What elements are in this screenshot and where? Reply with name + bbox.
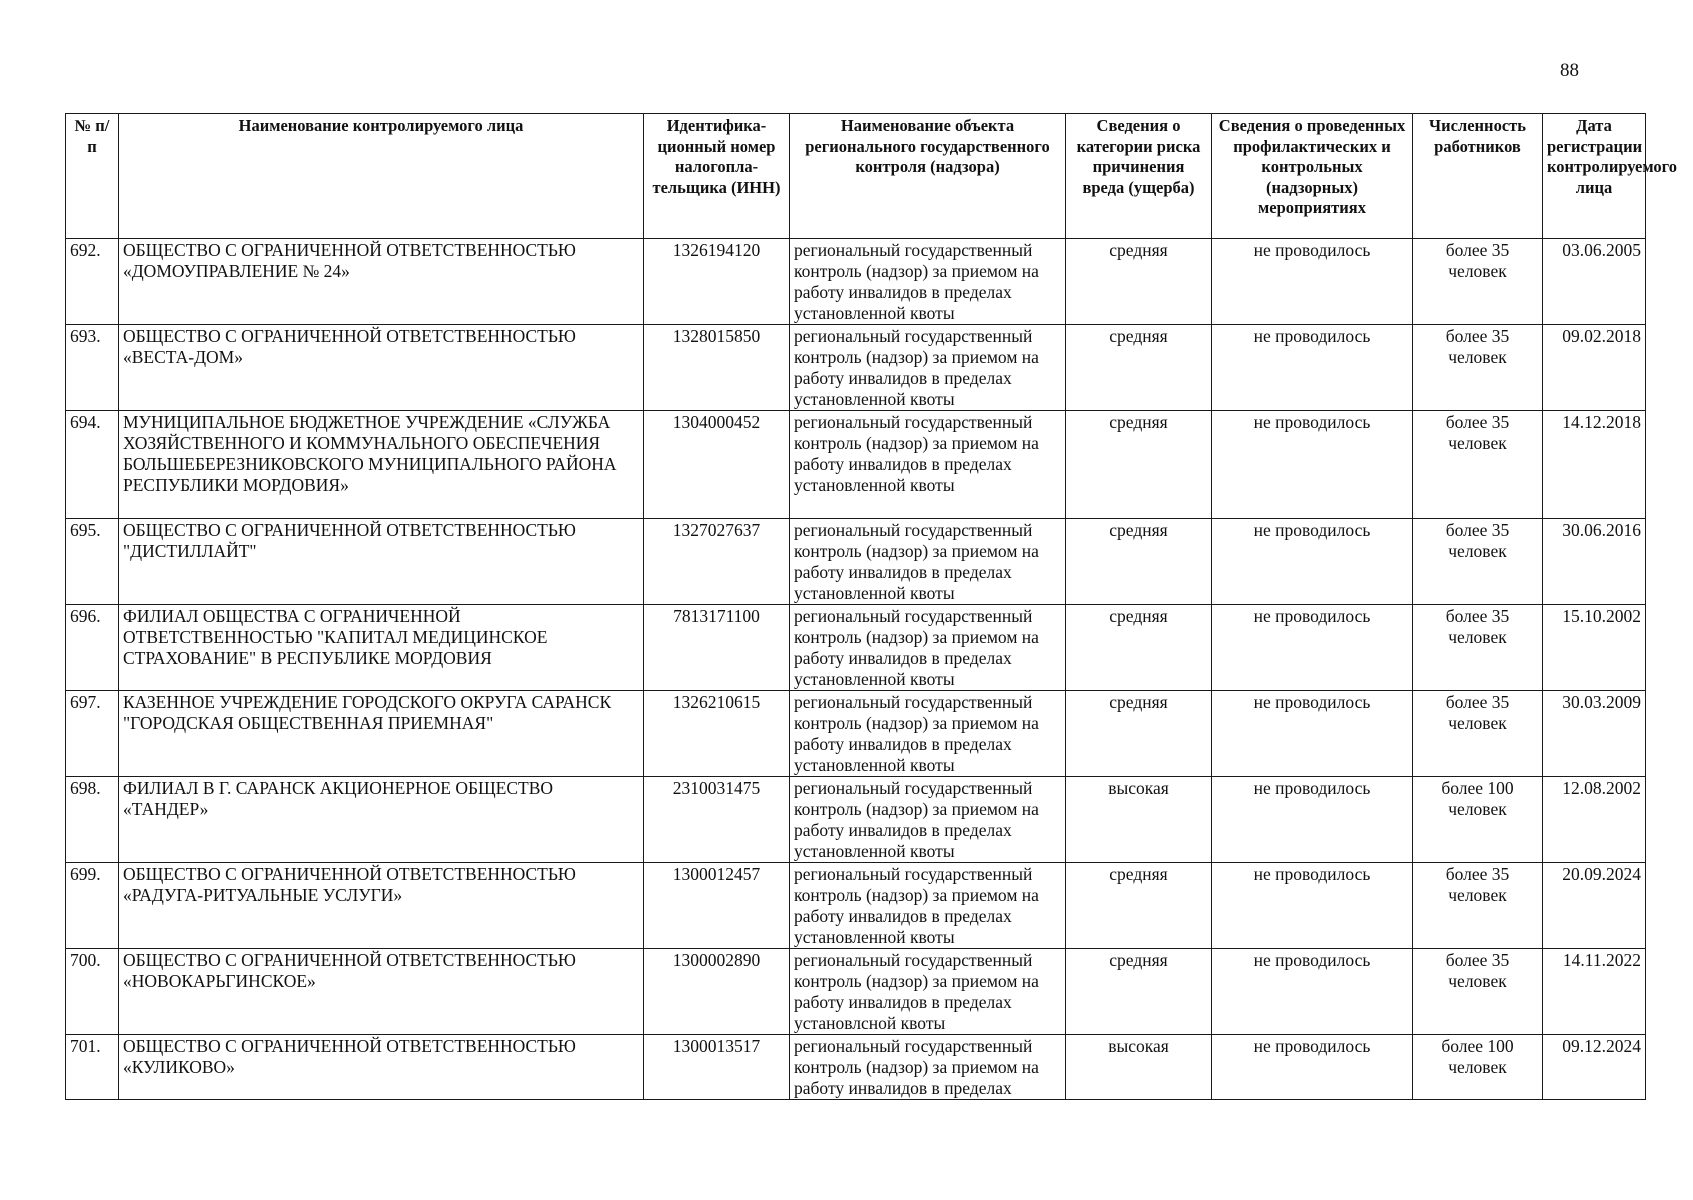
row-date: 14.12.2018 bbox=[1543, 411, 1646, 519]
row-risk: средняя bbox=[1066, 605, 1212, 691]
row-events: не проводилось bbox=[1212, 325, 1413, 411]
table-header-row bbox=[66, 114, 1646, 239]
row-events: не проводилось bbox=[1212, 239, 1413, 325]
table-row bbox=[66, 949, 1646, 1035]
row-object: региональный государственный контроль (надзор) за приемом на работу инвалидов в пределах установленной квоты bbox=[790, 605, 1066, 691]
row-risk: средняя bbox=[1066, 411, 1212, 519]
row-risk: средняя bbox=[1066, 691, 1212, 777]
table-row bbox=[66, 325, 1646, 411]
row-events: не проводилось bbox=[1212, 519, 1413, 605]
row-inn: 1304000452 bbox=[644, 411, 790, 519]
table-row bbox=[66, 411, 1646, 519]
row-inn: 7813171100 bbox=[644, 605, 790, 691]
table-row bbox=[66, 863, 1646, 949]
row-object: региональный государственный контроль (надзор) за приемом на работу инвалидов в пределах установленной квоты bbox=[790, 325, 1066, 411]
header-workers: Численность работников bbox=[1413, 114, 1543, 239]
row-workers: более 35 человек bbox=[1413, 325, 1543, 411]
row-inn: 1300012457 bbox=[644, 863, 790, 949]
row-workers: более 35 человек bbox=[1413, 519, 1543, 605]
row-date: 14.11.2022 bbox=[1543, 949, 1646, 1035]
row-workers: более 35 человек bbox=[1413, 239, 1543, 325]
row-events: не проводилось bbox=[1212, 605, 1413, 691]
header-object: Наименование объекта регионального государственного контроля (надзора) bbox=[790, 114, 1066, 239]
row-inn: 1327027637 bbox=[644, 519, 790, 605]
row-num: 693. bbox=[66, 325, 119, 411]
row-num: 698. bbox=[66, 777, 119, 863]
row-object: региональный государственный контроль (надзор) за приемом на работу инвалидов в пределах установленной квоты bbox=[790, 519, 1066, 605]
row-workers: более 35 человек bbox=[1413, 411, 1543, 519]
row-date: 03.06.2005 bbox=[1543, 239, 1646, 325]
row-name: ОБЩЕСТВО С ОГРАНИЧЕННОЙ ОТВЕТСТВЕННОСТЬЮ «НОВОКАРЬГИНСКОЕ» bbox=[119, 949, 644, 1035]
table-row bbox=[66, 1035, 1646, 1100]
row-name: ОБЩЕСТВО С ОГРАНИЧЕННОЙ ОТВЕТСТВЕННОСТЬЮ «ВЕСТА-ДОМ» bbox=[119, 325, 644, 411]
row-inn: 1300013517 bbox=[644, 1035, 790, 1100]
header-events: Сведения о проведенных профилактических и контрольных (надзорных) мероприятиях bbox=[1212, 114, 1413, 239]
row-name: ОБЩЕСТВО С ОГРАНИЧЕННОЙ ОТВЕТСТВЕННОСТЬЮ «РАДУГА-РИТУАЛЬНЫЕ УСЛУГИ» bbox=[119, 863, 644, 949]
row-name: ФИЛИАЛ В Г. САРАНСК АКЦИОНЕРНОЕ ОБЩЕСТВО «ТАНДЕР» bbox=[119, 777, 644, 863]
row-risk: высокая bbox=[1066, 777, 1212, 863]
row-num: 699. bbox=[66, 863, 119, 949]
row-workers: более 35 человек bbox=[1413, 949, 1543, 1035]
row-num: 692. bbox=[66, 239, 119, 325]
row-risk: средняя bbox=[1066, 239, 1212, 325]
row-date: 30.03.2009 bbox=[1543, 691, 1646, 777]
row-risk: высокая bbox=[1066, 1035, 1212, 1100]
row-events: не проводилось bbox=[1212, 1035, 1413, 1100]
row-events: не проводилось bbox=[1212, 949, 1413, 1035]
row-name: ОБЩЕСТВО С ОГРАНИЧЕННОЙ ОТВЕТСТВЕННОСТЬЮ «ДОМОУПРАВЛЕНИЕ № 24» bbox=[119, 239, 644, 325]
row-workers: более 100 человек bbox=[1413, 1035, 1543, 1100]
row-workers: более 35 человек bbox=[1413, 605, 1543, 691]
table-row bbox=[66, 239, 1646, 325]
row-date: 12.08.2002 bbox=[1543, 777, 1646, 863]
row-date: 30.06.2016 bbox=[1543, 519, 1646, 605]
table-row bbox=[66, 605, 1646, 691]
table-row bbox=[66, 691, 1646, 777]
header-inn: Идентифика-ционный номер налогопла-тельщика (ИНН) bbox=[644, 114, 790, 239]
table-row bbox=[66, 519, 1646, 605]
row-name: ОБЩЕСТВО С ОГРАНИЧЕННОЙ ОТВЕТСТВЕННОСТЬЮ «КУЛИКОВО» bbox=[119, 1035, 644, 1100]
header-name: Наименование контролируемого лица bbox=[119, 114, 644, 239]
row-events: не проводилось bbox=[1212, 411, 1413, 519]
row-object: региональный государственный контроль (надзор) за приемом на работу инвалидов в пределах установленной квоты bbox=[790, 691, 1066, 777]
registry-table bbox=[65, 113, 1677, 1100]
row-inn: 1328015850 bbox=[644, 325, 790, 411]
row-num: 696. bbox=[66, 605, 119, 691]
row-risk: средняя bbox=[1066, 325, 1212, 411]
row-name: ОБЩЕСТВО С ОГРАНИЧЕННОЙ ОТВЕТСТВЕННОСТЬЮ "ДИСТИЛЛАЙТ" bbox=[119, 519, 644, 605]
row-num: 697. bbox=[66, 691, 119, 777]
row-name: ФИЛИАЛ ОБЩЕСТВА С ОГРАНИЧЕННОЙ ОТВЕТСТВЕННОСТЬЮ "КАПИТАЛ МЕДИЦИНСКОЕ СТРАХОВАНИЕ" В РЕСПУБЛИКЕ МОРДОВИЯ bbox=[119, 605, 644, 691]
row-workers: более 100 человек bbox=[1413, 777, 1543, 863]
row-object: региональный государственный контроль (надзор) за приемом на работу инвалидов в пределах установленной квоты bbox=[790, 777, 1066, 863]
row-events: не проводилось bbox=[1212, 863, 1413, 949]
row-date: 09.02.2018 bbox=[1543, 325, 1646, 411]
row-object: региональный государственный контроль (надзор) за приемом на работу инвалидов в пределах установленной квоты bbox=[790, 411, 1066, 519]
row-workers: более 35 человек bbox=[1413, 863, 1543, 949]
row-workers: более 35 человек bbox=[1413, 691, 1543, 777]
row-num: 701. bbox=[66, 1035, 119, 1100]
row-inn: 1326210615 bbox=[644, 691, 790, 777]
row-date: 09.12.2024 bbox=[1543, 1035, 1646, 1100]
row-risk: средняя bbox=[1066, 949, 1212, 1035]
row-name: МУНИЦИПАЛЬНОЕ БЮДЖЕТНОЕ УЧРЕЖДЕНИЕ «СЛУЖБА ХОЗЯЙСТВЕННОГО И КОММУНАЛЬНОГО ОБЕСПЕЧЕНИЯ БОЛЬШЕБЕРЕЗНИКОВСКОГО МУНИЦИПАЛЬНОГО РАЙОНА РЕСПУБЛИКИ МОРДОВИЯ» bbox=[119, 411, 644, 519]
row-inn: 1300002890 bbox=[644, 949, 790, 1035]
header-date: Дата регистрации контролируемого лица bbox=[1543, 114, 1646, 239]
row-events: не проводилось bbox=[1212, 777, 1413, 863]
row-inn: 1326194120 bbox=[644, 239, 790, 325]
row-events: не проводилось bbox=[1212, 691, 1413, 777]
row-object: региональный государственный контроль (надзор) за приемом на работу инвалидов в пределах установлсной квоты bbox=[790, 949, 1066, 1035]
row-inn: 2310031475 bbox=[644, 777, 790, 863]
row-object: региональный государственный контроль (надзор) за приемом на работу инвалидов в пределах установленной квоты bbox=[790, 863, 1066, 949]
row-num: 694. bbox=[66, 411, 119, 519]
header-num: № п/п bbox=[66, 114, 119, 239]
row-date: 20.09.2024 bbox=[1543, 863, 1646, 949]
row-risk: средняя bbox=[1066, 863, 1212, 949]
row-object: региональный государственный контроль (надзор) за приемом на работу инвалидов в пределах bbox=[790, 1035, 1066, 1100]
row-num: 695. bbox=[66, 519, 119, 605]
table-row bbox=[66, 777, 1646, 863]
header-risk: Сведения о категории риска причинения вреда (ущерба) bbox=[1066, 114, 1212, 239]
row-num: 700. bbox=[66, 949, 119, 1035]
page-number: 88 bbox=[1560, 60, 1579, 81]
row-date: 15.10.2002 bbox=[1543, 605, 1646, 691]
row-risk: средняя bbox=[1066, 519, 1212, 605]
row-name: КАЗЕННОЕ УЧРЕЖДЕНИЕ ГОРОДСКОГО ОКРУГА САРАНСК "ГОРОДСКАЯ ОБЩЕСТВЕННАЯ ПРИЕМНАЯ" bbox=[119, 691, 644, 777]
row-object: региональный государственный контроль (надзор) за приемом на работу инвалидов в пределах установленной квоты bbox=[790, 239, 1066, 325]
